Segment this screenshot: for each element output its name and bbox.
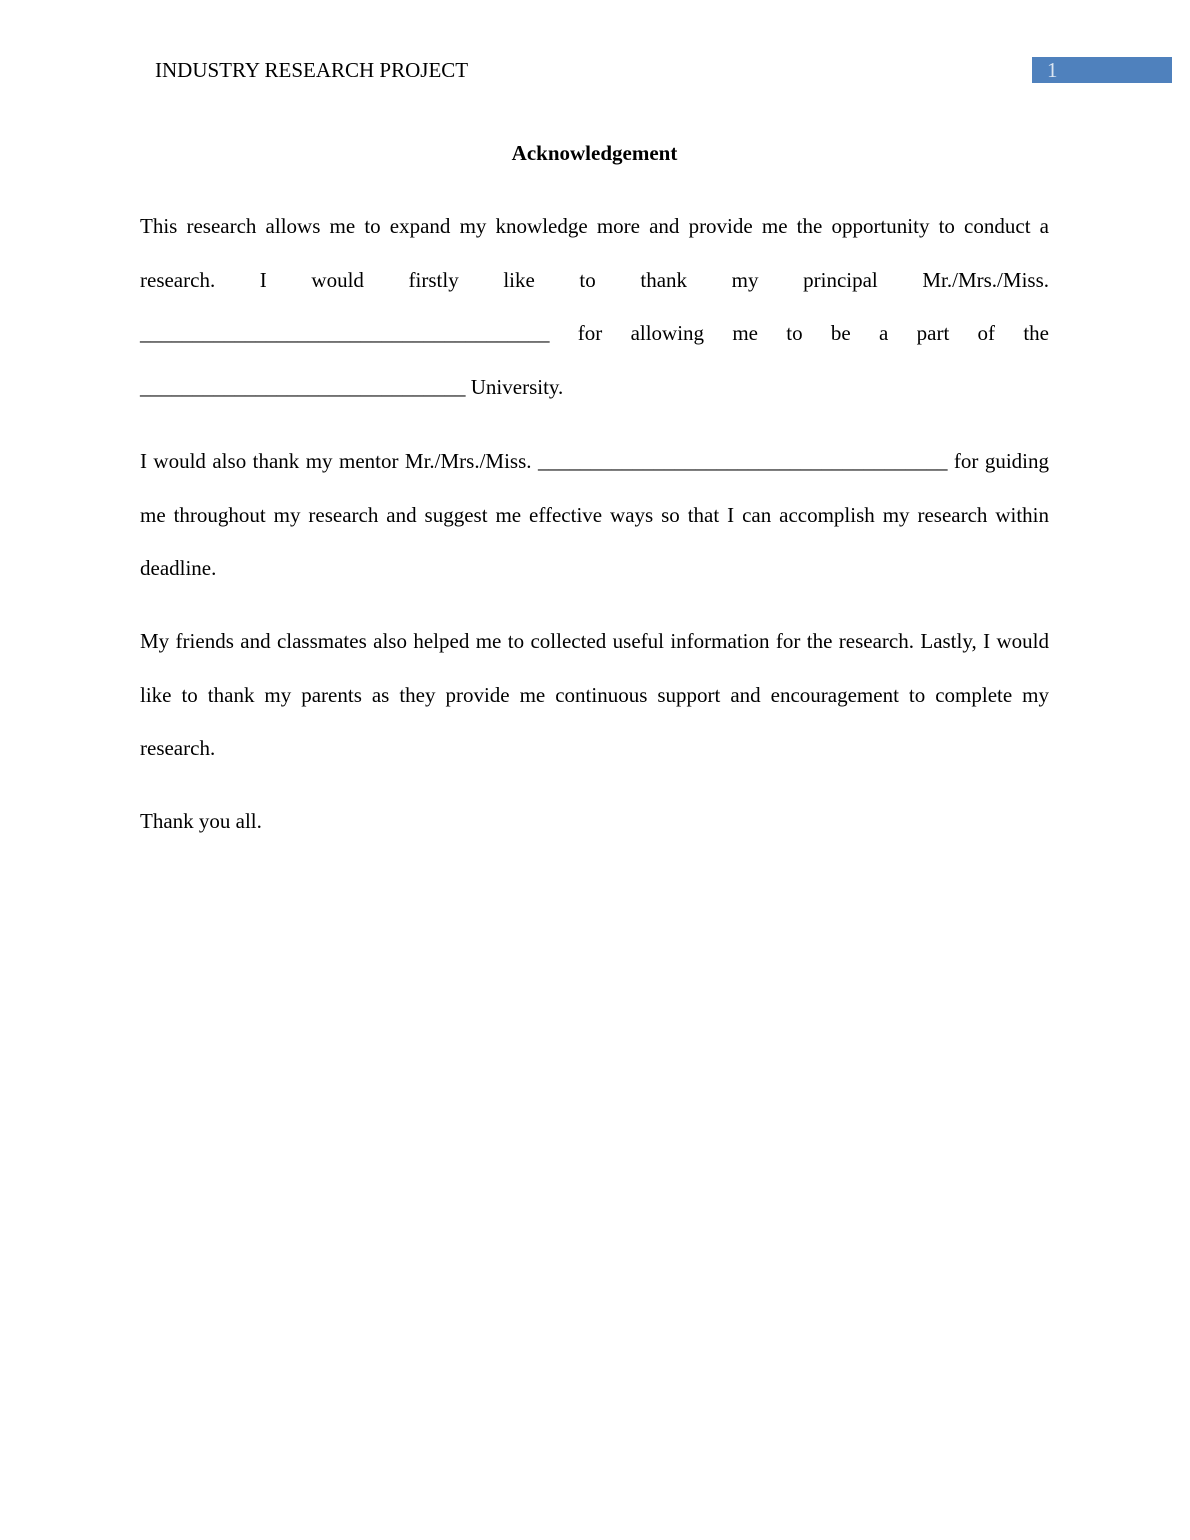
paragraph-closing: Thank you all. [140, 809, 262, 833]
page-number: 1 [1047, 58, 1058, 82]
page-number-badge [1032, 57, 1172, 83]
paragraph-friends-parents-thanks: My friends and classmates also helped me to collected useful information for the research. Lastly, I would like to thank my parents as they provide me continuous support and encouragement to complete my research. [140, 629, 1049, 761]
paragraph-mentor-thanks: I would also thank my mentor Mr./Mrs./Miss. _______________________________________ for guiding me throughout my research and suggest me effective ways so that I can accomplish my research within deadline. [140, 449, 1049, 581]
document-heading: Acknowledgement [511, 141, 678, 165]
paragraph-principal-thanks: This research allows me to expand my knowledge more and provide me the opportunity to conduct a research. I would firstly like to thank my principal Mr./Mrs./Miss. _______________________________________ for allowing me to be a part of the _______________________________ University. [140, 214, 1049, 400]
running-header-title: INDUSTRY RESEARCH PROJECT [155, 58, 469, 82]
